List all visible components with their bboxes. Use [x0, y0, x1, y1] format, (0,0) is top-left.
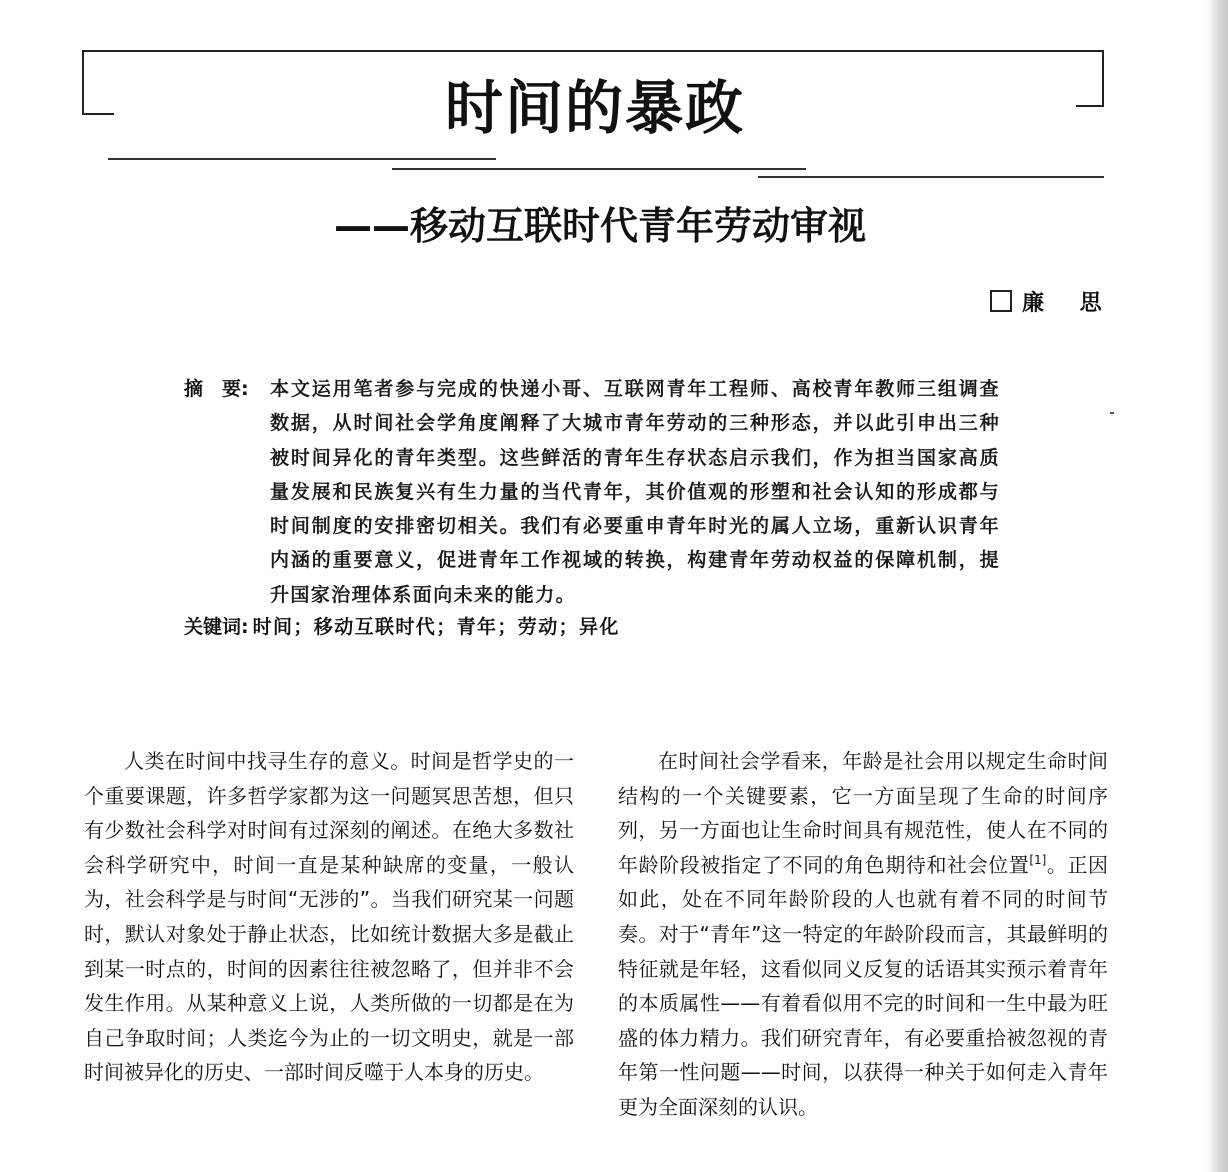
body-right-paragraph	[618, 744, 1108, 1125]
keywords-text: 时间；移动互联时代；青年；劳动；异化	[252, 616, 620, 638]
author-line	[990, 286, 1116, 320]
title-rule-1	[108, 158, 496, 160]
title-frame-right	[1102, 50, 1104, 106]
page-edge-shadow	[1206, 0, 1228, 1172]
keywords-label: 关键词:	[184, 616, 249, 638]
author-box-icon	[990, 290, 1012, 312]
abstract-text: 本文运用笔者参与完成的快递小哥、互联网青年工程师、高校青年教师三组调查数据，从时间社会学角度阐释了大城市青年劳动的三种形态，并以此引申出三种被时间异化的青年类型。这些鲜活的青年生存状态启示我们，作为担当国家高质量发展和民族复兴有生力量的当代青年，其价值观的形塑和社会认知的形成都与时间制度的安排密切相关。我们有必要重申青年时光的属人立场，重新认识青年内涵的重要意义，促进青年工作视域的转换，构建青年劳动权益的保障机制，提升国家治理体系面向未来的能力。	[270, 378, 1000, 606]
body-right-text-2: 。正因如此，处在不同年龄阶段的人也就有着不同的时间节奏。对于“青年”这一特定的年龄阶段而言，其最鲜明的特征就是年轻，这看似同义反复的话语其实预示着青年的本质属性——有着看似用不完的时间和一生中最为旺盛的体力精力。我们研究青年，有必要重拾被忽视的青年第一性问题——时间，以获得一种关于如何走入青年更为全面深刻的认识。	[618, 852, 1109, 1119]
body-right-text-1: 在时间社会学看来，年龄是社会用以规定生命时间结构的一个关键要素，它一方面呈现了生命的时间序列，另一方面也让生命时间具有规范性，使人在不同的年龄阶段被指定了不同的角色期待和社会位置	[618, 749, 1108, 877]
citation-mark: [1]	[1029, 852, 1047, 867]
author-name: 廉 思	[1022, 290, 1116, 316]
article-title: 时间的暴政	[444, 74, 745, 142]
article-subtitle: ——移动互联时代青年劳动审视	[333, 204, 866, 248]
title-frame-top	[82, 50, 1104, 52]
title-rule-2	[392, 168, 806, 170]
title-rule-3	[758, 176, 1104, 178]
scan-mark	[1110, 412, 1114, 414]
abstract	[184, 372, 1014, 612]
title-frame-right-foot	[1076, 105, 1104, 107]
abstract-label: 摘 要:	[184, 378, 249, 400]
title-frame-left	[82, 50, 84, 114]
keywords	[184, 612, 1014, 642]
title-frame-left-foot	[82, 113, 114, 115]
body-left-paragraph: 人类在时间中找寻生存的意义。时间是哲学史的一个重要课题，许多哲学家都为这一问题冥思苦想，但只有少数社会科学对时间有过深刻的阐述。在绝大多数社会科学研究中，时间一直是某种缺席的变量，一般认为，社会科学是与时间“无涉的”。当我们研究某一问题时，默认对象处于静止状态，比如统计数据大多是截止到某一时点的，时间的因素往往被忽略了，但并非不会发生作用。从某种意义上说，人类所做的一切都是在为自己争取时间；人类迄今为止的一切文明史，就是一部时间被异化的历史、一部时间反噬于人本身的历史。	[84, 749, 574, 1085]
